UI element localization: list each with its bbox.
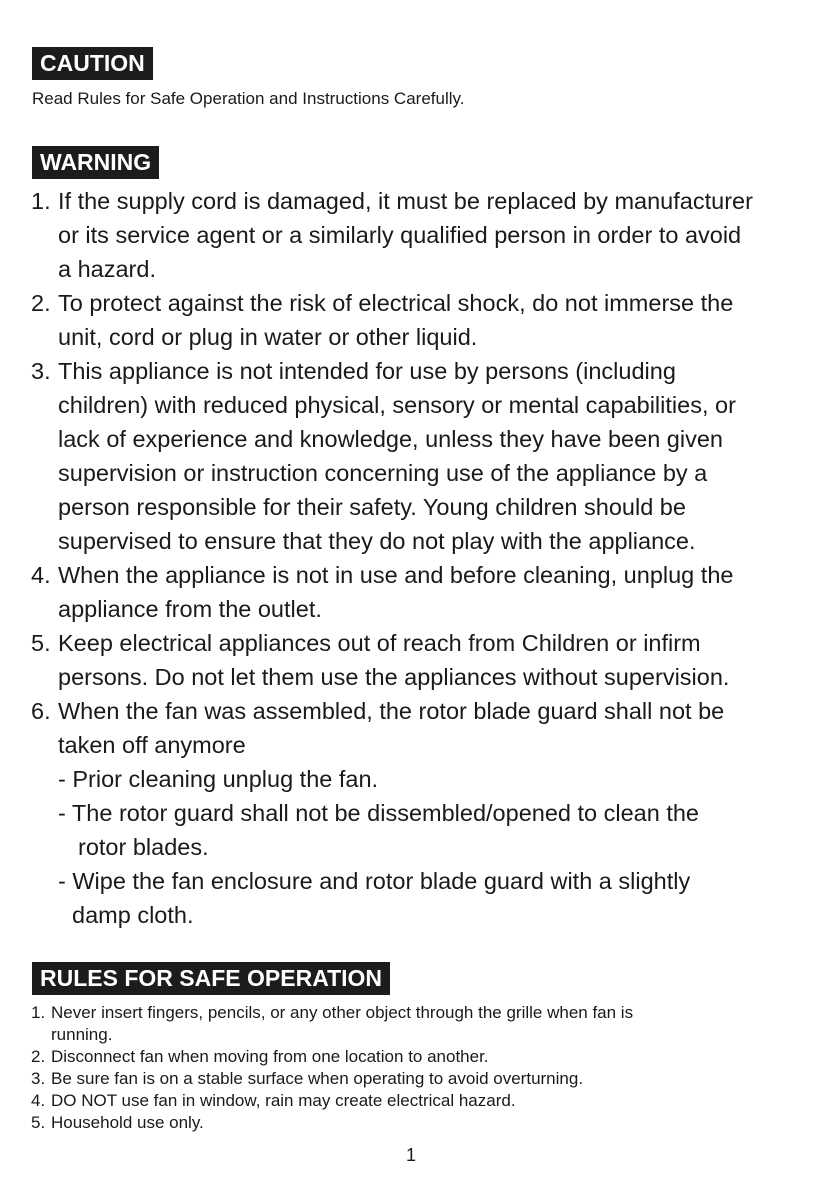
- warning-list: [31, 184, 811, 932]
- warning-item-4: [31, 558, 811, 626]
- rule-item-line: Household use only.: [51, 1113, 204, 1132]
- rule-item-line: Never insert fingers, pencils, or any other object through the grille when fan is: [51, 1003, 634, 1022]
- warning-item-line: When the appliance is not in use and before cleaning, unplug the: [58, 562, 734, 588]
- warning-item-line: a hazard.: [58, 256, 156, 282]
- warning-item-1: [31, 184, 811, 286]
- warning-item-line: lack of experience and knowledge, unless they have been given: [58, 426, 723, 452]
- warning-sub-item-continuation: rotor blades.: [78, 834, 209, 860]
- warning-item-5: [31, 626, 811, 694]
- warning-item-6: [31, 694, 811, 932]
- rule-item-line: Disconnect fan when moving from one location to another.: [51, 1047, 489, 1066]
- warning-sub-item-continuation: damp cloth.: [72, 902, 194, 928]
- warning-sub-item: - Prior cleaning unplug the fan.: [58, 766, 379, 792]
- rule-item-1: [31, 1002, 791, 1046]
- rule-item-line: running.: [51, 1025, 113, 1044]
- warning-item-line: children) with reduced physical, sensory or mental capabilities, or: [58, 392, 736, 418]
- caution-subtitle: Read Rules for Safe Operation and Instructions Carefully.: [32, 89, 465, 108]
- warning-item-number: 4.: [31, 562, 51, 588]
- rule-item-line: DO NOT use fan in window, rain may create electrical hazard.: [51, 1091, 516, 1110]
- rule-item-line: Be sure fan is on a stable surface when operating to avoid overturning.: [51, 1069, 584, 1088]
- caution-header: CAUTION: [32, 47, 153, 80]
- rules-list: [31, 1002, 791, 1134]
- warning-item-3: [31, 354, 811, 558]
- warning-sub-item: - Wipe the fan enclosure and rotor blade guard with a slightly: [58, 868, 691, 894]
- warning-item-line: person responsible for their safety. Young children should be: [58, 494, 686, 520]
- warning-item-number: 6.: [31, 698, 51, 724]
- warning-item-number: 2.: [31, 290, 51, 316]
- rule-item-number: 1.: [31, 1003, 46, 1022]
- rule-item-4: [31, 1090, 791, 1112]
- warning-item-line: unit, cord or plug in water or other liquid.: [58, 324, 478, 350]
- warning-item-number: 5.: [31, 630, 51, 656]
- page-number: 1: [405, 1145, 416, 1165]
- warning-item-line: To protect against the risk of electrical shock, do not immerse the: [58, 290, 734, 316]
- rule-item-2: [31, 1046, 791, 1068]
- rule-item-number: 3.: [31, 1069, 46, 1088]
- warning-item-line: Keep electrical appliances out of reach from Children or infirm: [58, 630, 701, 656]
- warning-item-line: appliance from the outlet.: [58, 596, 322, 622]
- rules-header: RULES FOR SAFE OPERATION: [32, 962, 390, 995]
- warning-header: WARNING: [32, 146, 159, 179]
- warning-item-line: persons. Do not let them use the appliances without supervision.: [58, 664, 730, 690]
- warning-item-line: supervision or instruction concerning use of the appliance by a: [58, 460, 708, 486]
- warning-item-2: [31, 286, 811, 354]
- warning-item-line: supervised to ensure that they do not play with the appliance.: [58, 528, 696, 554]
- rule-item-5: [31, 1112, 791, 1134]
- warning-item-number: 1.: [31, 188, 51, 214]
- rule-item-number: 2.: [31, 1047, 46, 1066]
- warning-item-line: or its service agent or a similarly qualified person in order to avoid: [58, 222, 742, 248]
- warning-item-line: If the supply cord is damaged, it must be replaced by manufacturer: [58, 188, 753, 214]
- warning-item-number: 3.: [31, 358, 51, 384]
- warning-sub-item: - The rotor guard shall not be dissembled/opened to clean the: [58, 800, 700, 826]
- warning-item-line: taken off anymore: [58, 732, 246, 758]
- warning-item-line: When the fan was assembled, the rotor blade guard shall not be: [58, 698, 725, 724]
- rule-item-3: [31, 1068, 791, 1090]
- warning-item-line: This appliance is not intended for use by persons (including: [58, 358, 676, 384]
- rule-item-number: 5.: [31, 1113, 46, 1132]
- rule-item-number: 4.: [31, 1091, 46, 1110]
